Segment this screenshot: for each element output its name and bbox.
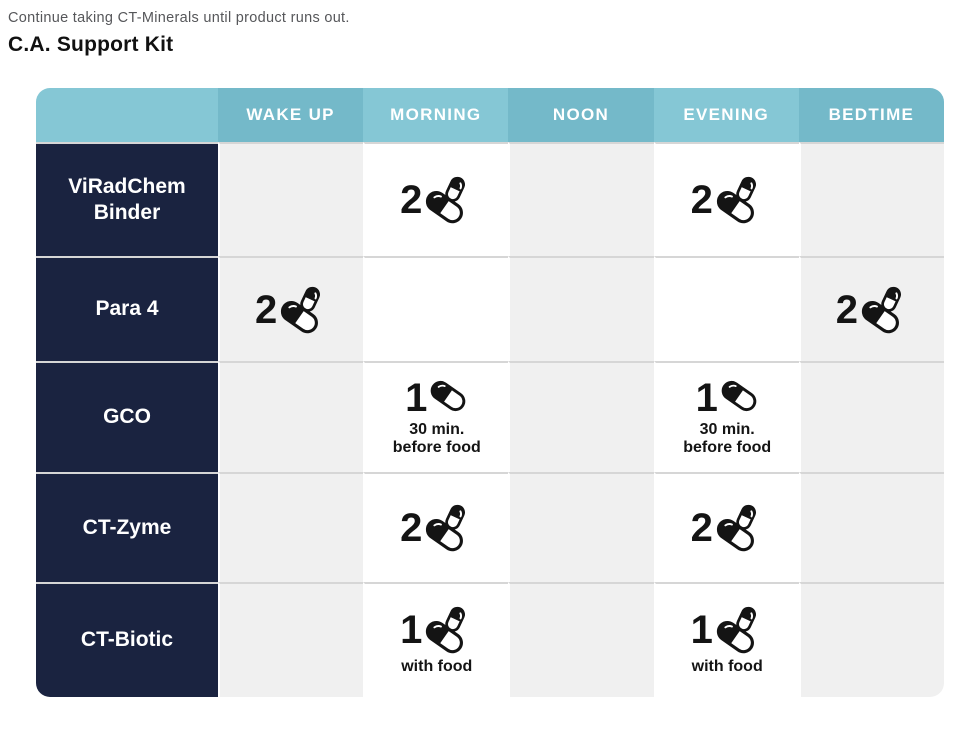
cell-gco-wake-up [218, 361, 363, 472]
dose [400, 605, 473, 655]
cell-ctzyme-evening [654, 472, 799, 582]
dose-count: 1 [405, 376, 427, 421]
note-text: Continue taking CT-Minerals until product runs out. [8, 10, 350, 26]
cell-gco-evening [654, 361, 799, 472]
header-corner-cell [36, 88, 218, 142]
cell-para4-bedtime [799, 256, 944, 361]
dose-count: 2 [690, 178, 712, 222]
schedule-table [36, 88, 944, 697]
dose-count: 1 [400, 608, 422, 653]
pills-icon [278, 285, 328, 335]
row-label-ct-zyme: CT-Zyme [36, 472, 218, 582]
dose [691, 503, 764, 553]
cell-gco-noon [508, 361, 653, 472]
dose-count: 2 [254, 287, 277, 332]
cell-ctzyme-noon [508, 472, 653, 582]
cell-viradchem-morning [363, 142, 508, 256]
pills-icon [714, 503, 764, 553]
cell-para4-evening [654, 256, 799, 361]
cell-ctbiotic-morning [363, 582, 508, 697]
pills-icon [423, 503, 473, 553]
cell-viradchem-evening [654, 142, 799, 256]
dose-count: 1 [695, 376, 717, 421]
cell-para4-wake-up [218, 256, 363, 361]
dose-count: 2 [400, 178, 422, 222]
capsule-icon [719, 376, 759, 416]
cell-ctbiotic-evening [654, 582, 799, 697]
page-title: C.A. Support Kit [8, 33, 174, 56]
column-header-wake-up: WAKE UP [218, 88, 363, 142]
capsule-icon [428, 376, 468, 416]
cell-para4-morning [363, 256, 508, 361]
cell-viradchem-wake-up [218, 142, 363, 256]
column-header-evening: EVENING [654, 88, 799, 142]
cell-viradchem-noon [508, 142, 653, 256]
dose [400, 175, 473, 225]
column-header-morning: MORNING [363, 88, 508, 142]
cell-ctzyme-wake-up [218, 472, 363, 582]
dose [255, 285, 328, 335]
dose-note: 30 min. before food [683, 421, 772, 456]
cell-gco-morning [363, 361, 508, 472]
dose-count: 2 [835, 287, 858, 332]
cell-ctbiotic-bedtime [799, 582, 944, 697]
pills-icon [423, 175, 473, 225]
dose-count: 2 [690, 506, 712, 550]
cell-ctzyme-morning [363, 472, 508, 582]
cell-viradchem-bedtime [799, 142, 944, 256]
pills-icon [714, 605, 764, 655]
column-header-bedtime: BEDTIME [799, 88, 944, 142]
cell-ctzyme-bedtime [799, 472, 944, 582]
cell-ctbiotic-wake-up [218, 582, 363, 697]
dose-count: 1 [690, 608, 712, 653]
dose [695, 376, 759, 421]
dose [691, 175, 764, 225]
dose-note: with food [691, 658, 763, 676]
pills-icon [714, 175, 764, 225]
dose [405, 376, 468, 421]
row-label-gco: GCO [36, 361, 218, 472]
cell-gco-bedtime [799, 361, 944, 472]
row-label-para-4: Para 4 [36, 256, 218, 361]
cell-para4-noon [508, 256, 653, 361]
row-label-ct-biotic: CT-Biotic [36, 582, 218, 697]
cell-ctbiotic-noon [508, 582, 653, 697]
dose [691, 605, 764, 655]
row-label-viradchem-binder: ViRadChem Binder [36, 142, 218, 256]
dose [836, 285, 909, 335]
pills-icon [423, 605, 473, 655]
dose-note: 30 min. before food [392, 421, 481, 456]
column-header-noon: NOON [508, 88, 653, 142]
dose-count: 2 [400, 506, 422, 550]
dose [400, 503, 473, 553]
dose-note: with food [401, 658, 473, 676]
pills-icon [859, 285, 909, 335]
